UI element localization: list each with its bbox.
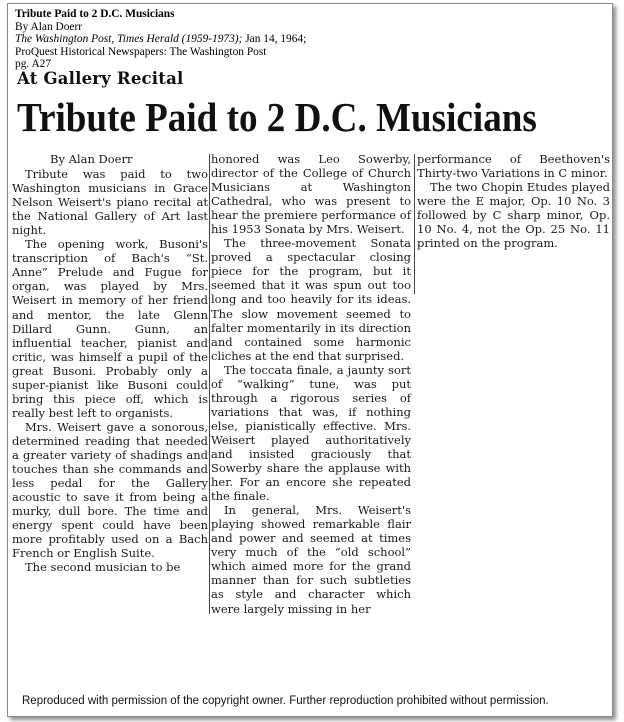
article-column-2 bbox=[211, 152, 411, 616]
article-kicker: At Gallery Recital bbox=[17, 69, 184, 88]
article-column-1 bbox=[12, 152, 208, 574]
citation-page: pg. A27 bbox=[15, 58, 52, 71]
article-headline: Tribute Paid to 2 D.C. Musicians bbox=[17, 94, 537, 140]
citation-date: Jan 14, 1964; bbox=[242, 33, 307, 46]
article-byline: By Alan Doerr bbox=[50, 152, 133, 166]
column-2-paragraph-2: The three-movement Sonata proved a spectacular closing piece for the program, but it seemed that it was spun out too long and too heavily for its ideas. The slow movement seemed to falter momentarily in its direction and contained some harmonic cliches at the end that surprised. bbox=[211, 236, 411, 363]
citation-title: Tribute Paid to 2 D.C. Musicians bbox=[15, 8, 175, 20]
column-1-paragraph-1: Tribute was paid to two Washington musicians in Grace Nelson Weisert's piano recital at the National Gallery of Art last night. bbox=[12, 167, 208, 238]
column-1-paragraph-3: Mrs. Weisert gave a sonorous, determined reading that needed a greater variety of shadings and touches than she commands and less pedal for the Gallery acoustic to save it from being a murky, dull bore. The time and energy spent could have been more profitably used on a Bach French or English Suite. bbox=[12, 419, 208, 561]
column-2-paragraph-4: In general, Mrs. Weisert's playing showed remarkable flair and power and seemed at times very much of the “old school” which aimed more for the grand manner than for such subtleties as style and character which were largely missing in her bbox=[211, 503, 411, 616]
column-2-paragraph-3: The toccata finale, a jaunty sort of “walking” tune, was put through a rigorous series of variations that was, if nothing else, pianistically effective. Mrs. Weisert played authoritatively and insisted graciously that Sowerby share the applause with her. For an encore she repeated the finale. bbox=[211, 362, 411, 504]
citation-author: By Alan Doerr bbox=[15, 20, 83, 33]
column-3-paragraph-2: The two Chopin Etudes played were the E major, Op. 10 No. 3 followed by C sharp minor, Op. 10 No. 4, not the Op. 25 No. 11 printed on the program. bbox=[417, 180, 610, 251]
citation-publication-line bbox=[15, 33, 306, 46]
citation-block bbox=[15, 8, 306, 71]
copyright-notice: Reproduced with permission of the copyright owner. Further reproduction prohibited without permission. bbox=[22, 695, 549, 707]
column-1-paragraph-4: The second musician to be bbox=[25, 560, 181, 575]
column-2-paragraph-1: honored was Leo Sowerby, director of the College of Church Musicians at Washington Cathedral, who was present to hear the premiere performance of his 1953 Sonata by Mrs. Weisert. bbox=[211, 152, 411, 237]
document-page bbox=[7, 3, 613, 717]
column-1-paragraph-2: The opening work, Busoni's transcription of Bach's “St. Anne” Prelude and Fugue for organ, was played by Mrs. Weisert in memory of her friend and mentor, the late Glenn Dillard Gunn. Gunn, an influential teacher, pianist and critic, was himself a pupil of the great Busoni. Probably only a super-pianist like Busoni could bring this piece off, which is really best left to organists. bbox=[12, 237, 208, 420]
column-3-paragraph-1: performance of Beethoven's Thirty-two Variations in C minor. bbox=[417, 152, 610, 181]
column-divider-2 bbox=[414, 154, 415, 294]
citation-source: ProQuest Historical Newspapers: The Washington Post bbox=[15, 45, 267, 58]
column-divider-1 bbox=[209, 154, 210, 614]
article-column-3 bbox=[417, 152, 610, 250]
citation-publication: The Washington Post, Times Herald (1959-1973); bbox=[15, 33, 243, 46]
